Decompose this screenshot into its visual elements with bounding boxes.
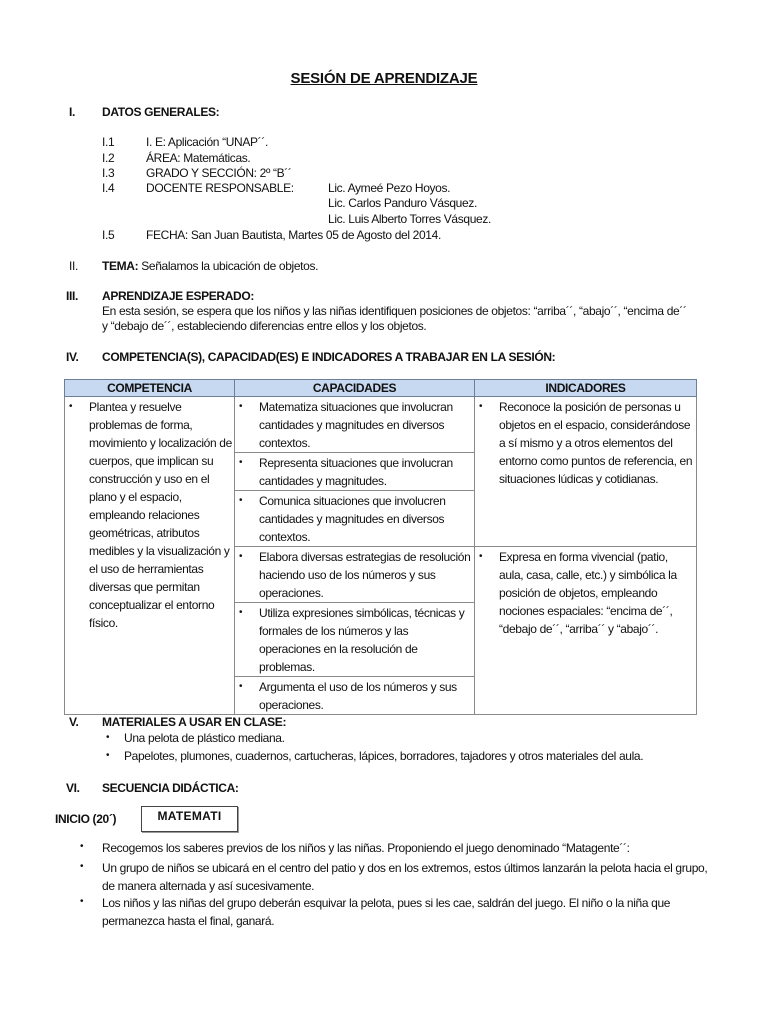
- header-capacidades: CAPACIDADES: [235, 380, 475, 397]
- indicador-text: Reconoce la posición de personas u objetos en el espacio, considerándose a sí mismo y a otros elementos del entorno como puntos de referencia, en situaciones lúdicas y cotidianas.: [499, 400, 693, 486]
- item-number: I.1: [102, 135, 115, 149]
- aprendizaje-text-line: y “debajo de´´, estableciendo diferencias entre ellos y los objetos.: [102, 319, 427, 333]
- secuencia-item: Los niños y las niñas del grupo deberán esquivar la pelota, pues si les cae, saldrán del juego. El niño o la niña que permanezca hasta el final, ganará.: [102, 896, 671, 928]
- bullet: •: [239, 681, 243, 692]
- teacher-name: Lic. Aymeé Pezo Hoyos.: [328, 181, 451, 195]
- competencia-cell: [65, 397, 235, 715]
- capacidad-text: Comunica situaciones que involucren cantidades y magnitudes en diversos contextos.: [259, 494, 446, 544]
- bullet: •: [479, 551, 483, 562]
- section-6-number: VI.: [66, 781, 80, 795]
- bullet: •: [239, 457, 243, 468]
- section-2-number: II.: [69, 259, 78, 273]
- item-text: DOCENTE RESPONSABLE:: [146, 181, 294, 195]
- page-title: SESIÓN DE APRENDIZAJE: [290, 70, 478, 87]
- item-text: ÁREA: Matemáticas.: [146, 151, 251, 165]
- material-item: Una pelota de plástico mediana.: [124, 731, 285, 745]
- item-number: I.3: [102, 166, 115, 180]
- material-item: Papelotes, plumones, cuadernos, cartucheras, lápices, borradores, tajadores y otros materiales del aula.: [124, 749, 644, 763]
- indicador-cell: [475, 547, 697, 715]
- item-text: FECHA: San Juan Bautista, Martes 05 de Agosto del 2014.: [146, 228, 441, 242]
- item-number: I.2: [102, 151, 115, 165]
- section-5-number: V.: [69, 715, 79, 729]
- bullet: •: [80, 841, 84, 852]
- bullet: •: [106, 732, 110, 743]
- item-number: I.5: [102, 228, 115, 242]
- capacidad-text: Elabora diversas estrategias de resolución haciendo uso de los números y sus operaciones.: [259, 550, 471, 600]
- capacidad-text: Representa situaciones que involucran cantidades y magnitudes.: [259, 456, 453, 488]
- section-3-number: III.: [66, 289, 78, 303]
- secuencia-item: Recogemos los saberes previos de los niños y las niñas. Proponiendo el juego denominado “Matagente´´:: [102, 841, 630, 855]
- secuencia-item: Un grupo de niños se ubicará en el centro del patio y dos en los extremos, estos últimos lanzarán la pelota hacia el grupo, de manera alternada y así sucesivamente.: [102, 861, 708, 893]
- capacidad-text: Argumenta el uso de los números y sus operaciones.: [259, 680, 457, 712]
- capacidad-cell: [235, 491, 475, 547]
- tema-label: TEMA:: [102, 259, 139, 273]
- section-1-number: I.: [69, 105, 75, 119]
- indicador-text: Expresa en forma vivencial (patio, aula, casa, calle, etc.) y simbólica la posición de objetos, empleando nociones espaciales: “encima de´´, “debajo de´´, “arriba´´ y “abajo´´.: [499, 550, 677, 636]
- section-4-heading: COMPETENCIA(S), CAPACIDAD(ES) E INDICADORES A TRABAJAR EN LA SESIÓN:: [102, 350, 556, 364]
- bullet: •: [239, 495, 243, 506]
- capacidad-cell: [235, 603, 475, 677]
- competencia-text: Plantea y resuelve problemas de forma, movimiento y localización de cuerpos, que implican su construcción y uso en el plano y el espacio, empleando relaciones geométricas, atributos medibles y la visualización y el uso de herramientas diversas que permitan conceptualizar el entorno físico.: [89, 400, 232, 630]
- bullet: •: [69, 401, 73, 412]
- bullet: •: [239, 607, 243, 618]
- capacidad-cell: [235, 677, 475, 715]
- bullet: •: [239, 401, 243, 412]
- aprendizaje-text-line: En esta sesión, se espera que los niños y las niñas identifiquen posiciones de objetos: “arriba´´, “abajo´´, “encima de´´: [102, 304, 687, 318]
- bullet: •: [106, 750, 110, 761]
- section-4-number: IV.: [66, 350, 79, 364]
- section-6-heading: SECUENCIA DIDÁCTICA:: [102, 781, 239, 795]
- header-indicadores: INDICADORES: [475, 380, 697, 397]
- indicador-cell: [475, 397, 697, 547]
- bullet: •: [80, 896, 84, 907]
- section-2-line: [102, 259, 318, 273]
- item-text: GRADO Y SECCIÓN: 2º “B´´: [146, 166, 292, 180]
- competency-table: [64, 379, 697, 715]
- item-text: I. E: Aplicación “UNAP´´.: [146, 135, 268, 149]
- section-3-heading: APRENDIZAJE ESPERADO:: [102, 289, 255, 303]
- section-5-heading: MATERIALES A USAR EN CLASE:: [102, 715, 287, 729]
- inicio-label: INICIO (20´): [55, 812, 117, 826]
- bullet: •: [80, 861, 84, 872]
- matemati-box: MATEMATI: [141, 806, 238, 832]
- teacher-name: Lic. Luis Alberto Torres Vásquez.: [328, 212, 491, 226]
- section-1-heading: DATOS GENERALES:: [102, 105, 220, 119]
- bullet: •: [239, 551, 243, 562]
- capacidad-text: Matematiza situaciones que involucran cantidades y magnitudes en diversos contextos.: [259, 400, 453, 450]
- capacidad-cell: [235, 547, 475, 603]
- tema-text: Señalamos la ubicación de objetos.: [138, 259, 319, 273]
- capacidad-cell: [235, 453, 475, 491]
- header-competencia: COMPETENCIA: [65, 380, 235, 397]
- teacher-name: Lic. Carlos Panduro Vásquez.: [328, 196, 477, 210]
- bullet: •: [479, 401, 483, 412]
- capacidad-cell: [235, 397, 475, 453]
- capacidad-text: Utiliza expresiones simbólicas, técnicas y formales de los números y las operaciones en la resolución de problemas.: [259, 606, 465, 674]
- item-number: I.4: [102, 181, 115, 195]
